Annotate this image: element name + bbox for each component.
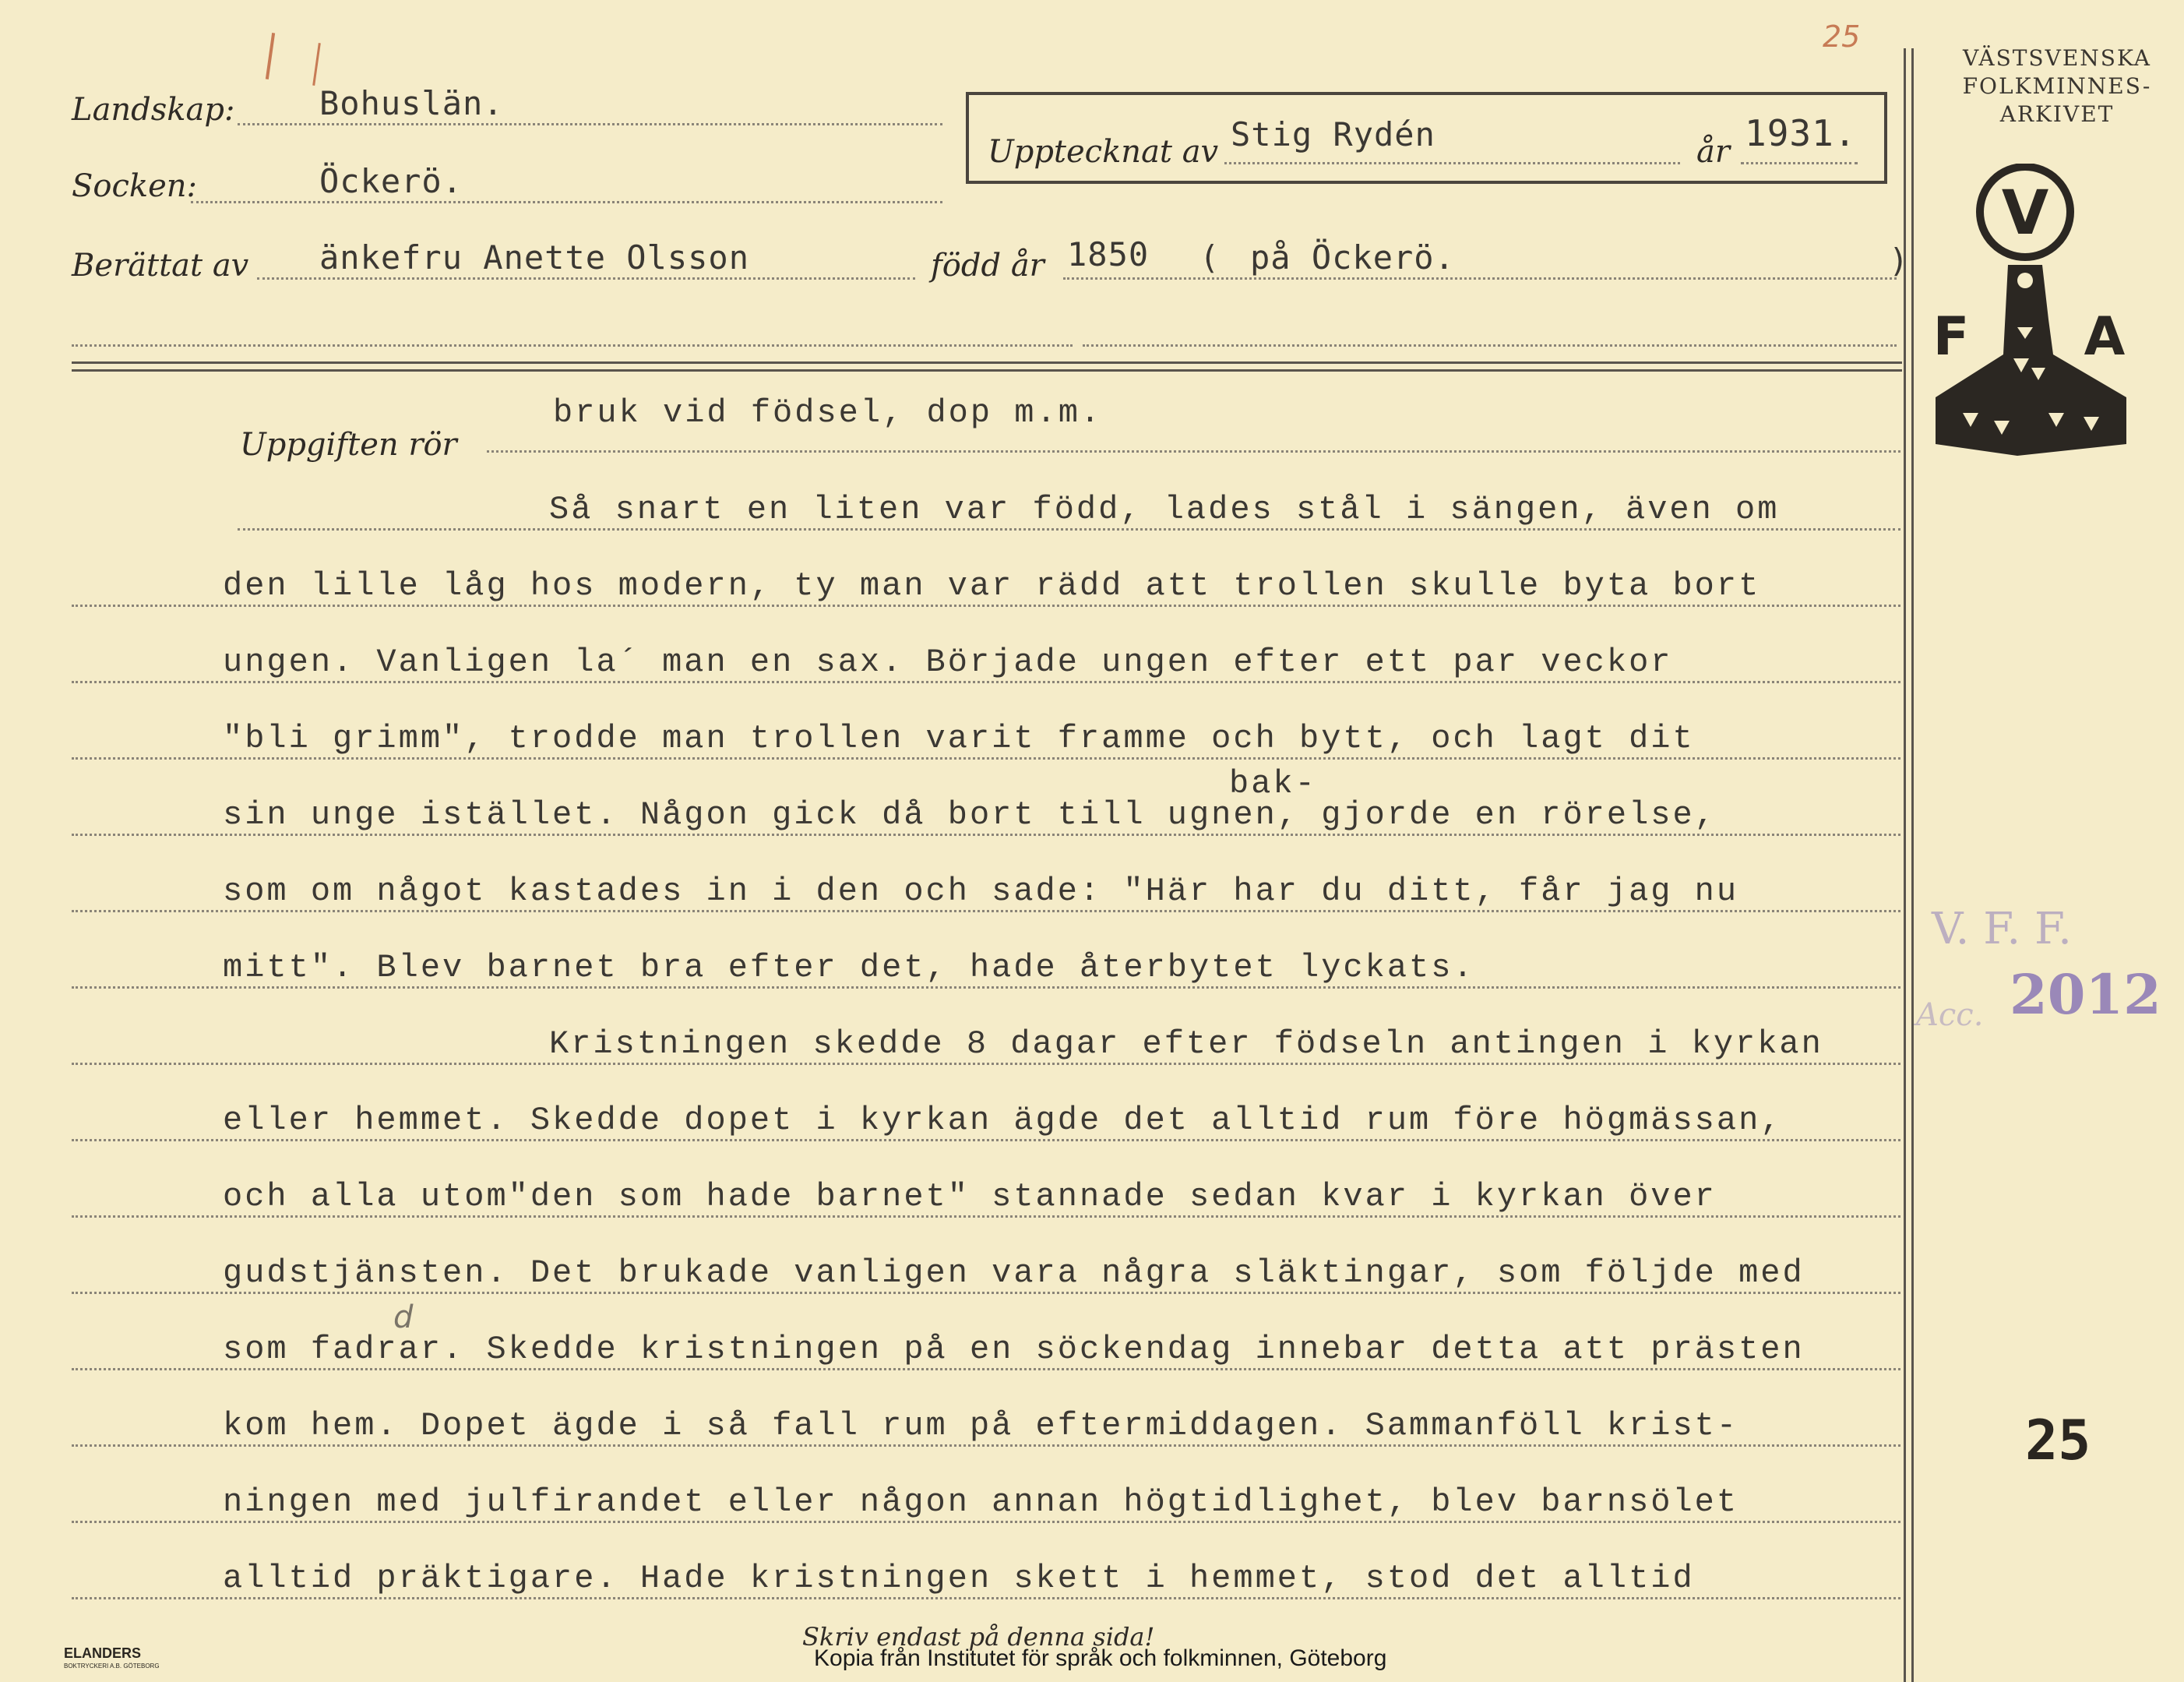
body-dotted-line: [72, 986, 1900, 989]
blank-dotted-line-right: [1083, 344, 1897, 347]
body-line: och alla utom"den som hade barnet" stannade sedan kvar i kyrkan över: [223, 1178, 1717, 1215]
header-rule-bottom: [72, 369, 1902, 372]
body-dotted-line: [72, 757, 1900, 760]
topic-label: Uppgiften rör: [240, 427, 457, 463]
body-line: gudstjänsten. Det brukade vanligen vara några släktingar, som följde med: [223, 1254, 1805, 1292]
pencil-stroke: [266, 33, 275, 79]
insert-bak: bak-: [1229, 765, 1317, 802]
socken-label: Socken:: [72, 168, 198, 204]
topic-value: bruk vid födsel, dop m.m.: [553, 394, 1103, 432]
body-line: "bli grimm", trodde man trollen varit framme och bytt, och lagt dit: [223, 720, 1695, 757]
body-line: Så snart en liten var född, lades stål i sängen, även om: [549, 491, 1780, 528]
paren-open: (: [1199, 238, 1221, 277]
logo-letter-v: V: [2001, 178, 2049, 249]
body-dotted-line: [72, 910, 1900, 912]
body-dotted-line: [72, 1063, 1900, 1065]
body-dotted-line: [72, 1368, 1900, 1370]
body-dotted-line: [72, 1444, 1900, 1447]
body-line: alltid präktigare. Hade kristningen skett i hemmet, stod det alltid: [223, 1560, 1695, 1597]
paren-close: ): [1889, 242, 1910, 280]
fodd-value: 1850: [1067, 235, 1150, 273]
printer-mark-sub: BOKTRYCKERI A.B. GÖTEBORG: [64, 1663, 160, 1670]
archive-name-line1: VÄSTSVENSKA: [1963, 45, 2151, 71]
body-line: Kristningen skedde 8 dagar efter födseln antingen i kyrkan: [549, 1025, 1823, 1063]
berattat-value: änkefru Anette Olsson: [319, 238, 750, 277]
corner-pencil-number: 25: [1823, 19, 1861, 54]
body-line: ningen med julfirandet eller någon annan högtidlighet, blev barnsölet: [223, 1483, 1739, 1521]
copy-notice: Kopia från Institutet för språk och folkminnen, Göteborg: [814, 1645, 1387, 1671]
archive-name-line3: ARKIVET: [1999, 101, 2115, 127]
body-dotted-line: [72, 681, 1900, 683]
fodd-dotted-line: [1063, 277, 1897, 280]
uppt-label: Upptecknat av: [988, 134, 1219, 170]
body-dotted-line: [72, 1521, 1900, 1523]
stamp-acc-label: Acc.: [1916, 997, 1984, 1033]
stamp-acc-number: 2012: [2010, 962, 2161, 1027]
landskap-dotted-line: [238, 123, 942, 125]
ar-dotted-line: [1741, 162, 1858, 164]
ar-label: år: [1696, 134, 1730, 170]
body-line: som om något kastades in i den och sade: "Här har du ditt, får jag nu: [223, 873, 1739, 910]
body-dotted-line: [72, 1139, 1900, 1141]
logo-letter-f: F: [1932, 306, 1970, 368]
body-dotted-line: [72, 1292, 1900, 1294]
landskap-value: Bohuslän.: [319, 84, 504, 122]
fodd-label: född år: [931, 248, 1044, 284]
body-dotted-line: [72, 834, 1900, 836]
body-dotted-line: [72, 605, 1900, 607]
uppt-value: Stig Rydén: [1231, 115, 1435, 153]
body-line: sin unge istället. Någon gick då bort till ugnen, gjorde en rörelse,: [223, 796, 1717, 834]
body-dotted-line: [238, 528, 1900, 531]
pencil-stroke: [312, 43, 321, 86]
landskap-label: Landskap:: [72, 92, 235, 128]
body-line: som fadrar. Skedde kristningen på en söckendag innebar detta att prästen: [223, 1331, 1805, 1368]
socken-value: Öckerö.: [319, 162, 463, 200]
margin-rule-inner: [1911, 48, 1914, 1682]
stamp-vff: V. F. F.: [1932, 904, 2072, 954]
archive-name-line2: FOLKMINNES-: [1962, 73, 2152, 99]
body-line: den lille låg hos modern, ty man var rädd att trollen skulle byta bort: [223, 567, 1761, 605]
berattat-dotted-line: [257, 277, 915, 280]
body-line: ungen. Vanligen la´ man en sax. Började ungen efter ett par veckor: [223, 644, 1673, 681]
blank-dotted-line-left: [72, 344, 1073, 347]
ar-value: 1931.: [1745, 112, 1857, 154]
socken-dotted-line: [191, 201, 942, 203]
page-number: 25: [2025, 1409, 2091, 1472]
body-line: kom hem. Dopet ägde i så fall rum på eftermiddagen. Sammanföll krist-: [223, 1407, 1739, 1444]
margin-rule-outer: [1904, 48, 1906, 1682]
body-line: eller hemmet. Skedde dopet i kyrkan ägde det alltid rum före högmässan,: [223, 1102, 1783, 1139]
berattat-label: Berättat av: [72, 248, 249, 284]
body-line: mitt". Blev barnet bra efter det, hade återbytet lyckats.: [223, 949, 1475, 986]
archive-logo-icon: [1932, 164, 2134, 460]
footer-instruction: Skriv endast på denna sida!: [802, 1622, 1155, 1652]
header-rule-top: [72, 361, 1902, 364]
margin-pencil-d: d: [393, 1299, 414, 1335]
printer-mark: ELANDERS: [64, 1645, 142, 1661]
topic-dotted-line: [487, 450, 1900, 453]
logo-letter-a: A: [2084, 306, 2126, 368]
body-dotted-line: [72, 1597, 1900, 1599]
body-dotted-line: [72, 1215, 1900, 1218]
fodd-place: på Öckerö.: [1250, 238, 1455, 277]
uppt-dotted-line: [1224, 162, 1680, 164]
